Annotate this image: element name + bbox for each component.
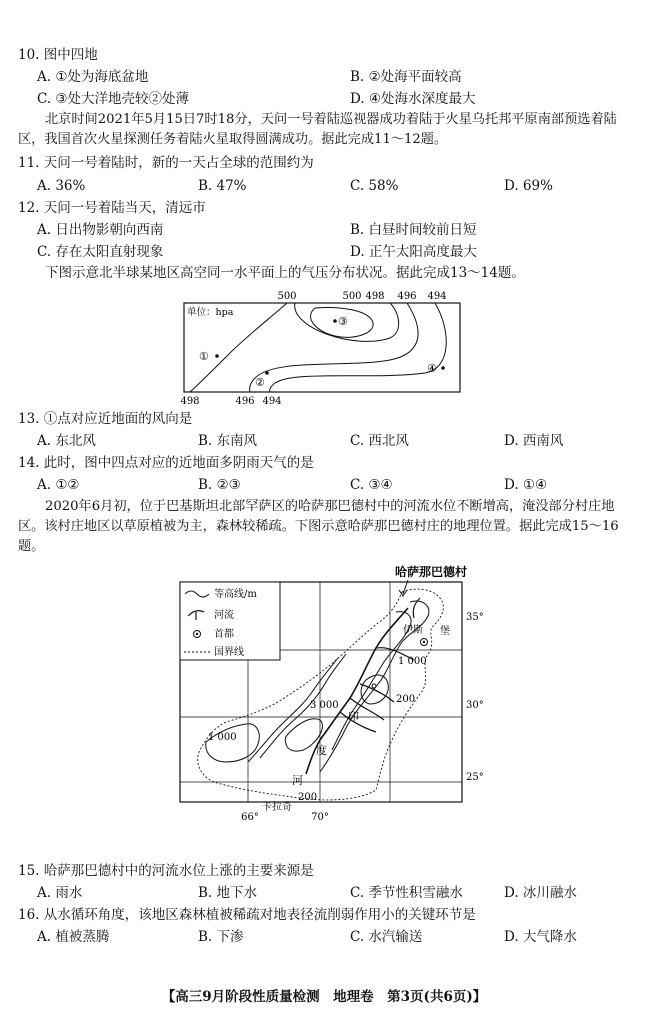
contour-label: 3 000	[310, 700, 339, 711]
q13-option-a: A. 东北风	[37, 433, 96, 449]
q15-option-d: D. 冰川融水	[504, 885, 577, 901]
place-label-du: 度	[316, 744, 327, 757]
geo-map	[170, 562, 490, 824]
point-4: ④	[427, 362, 437, 375]
place-label-he: 河	[292, 774, 303, 787]
q10-option-b: B. ②处海平面较高	[350, 69, 462, 85]
q15-option-c: C. 季节性积雪融水	[350, 885, 463, 901]
isobar-label: 498	[365, 291, 385, 302]
isobar-label: 496	[235, 396, 255, 407]
pressure-map	[175, 288, 470, 408]
lon-label: 70°	[311, 812, 329, 823]
q14-stem: 14. 此时，图中四点对应的近地面多阴雨天气的是	[18, 455, 314, 471]
legend-river: 河流	[214, 610, 234, 621]
legend-border: 国界线	[214, 647, 244, 658]
isobar-label: 498	[180, 396, 200, 407]
q10-option-a: A. ①处为海底盆地	[37, 69, 149, 85]
q15-stem: 15. 哈萨那巴德村中的河流水位上涨的主要来源是	[18, 863, 314, 879]
q16-option-d: D. 大气降水	[504, 929, 577, 945]
legend-capital: 首都	[214, 629, 234, 640]
intro-13-14: 下图示意北半球某地区高空同一水平面上的气压分布状况。据此完成13～14题。	[45, 265, 525, 281]
q10-option-c: C. ③处大洋地壳较②处薄	[37, 91, 190, 107]
q15-option-b: B. 地下水	[198, 885, 258, 901]
place-label-karachi: 卡拉奇	[262, 802, 292, 813]
intro-15-16: 2020年6月初，位于巴基斯坦北部罕萨区的哈萨那巴德村中的河流水位不断增高，淹没部分村庄地区。该村庄地区以草原植被为主，森林较稀疏。下图示意哈萨那巴德村庄的地理位置。据此完成15～16题。	[18, 499, 619, 554]
place-label-islamabad: 伊斯	[403, 625, 423, 636]
lat-label: 25°	[466, 772, 484, 783]
unit-label: 单位：hpa	[187, 307, 234, 318]
q10-option-d: D. ④处海水深度最大	[350, 91, 476, 107]
q12-option-b: B. 白昼时间较前日短	[350, 222, 477, 238]
q13-option-b: B. 东南风	[198, 433, 258, 449]
q11-stem: 11. 天问一号着陆时，新的一天占全球的范围约为	[18, 155, 314, 171]
isobar-label: 496	[397, 291, 417, 302]
isobar-494	[270, 303, 447, 392]
q12-stem: 12. 天问一号着陆当天，清远市	[18, 200, 206, 216]
q12-option-c: C. 存在太阳直射现象	[37, 244, 164, 260]
q12-option-a: A. 日出物影朝向西南	[37, 222, 164, 238]
q11-option-b: B. 47%	[198, 178, 247, 194]
isobar-496	[250, 303, 418, 392]
contour	[332, 612, 411, 750]
q16-option-a: A. 植被蒸腾	[37, 929, 110, 945]
lat-label: 30°	[466, 700, 484, 711]
q15-option-a: A. 雨水	[37, 885, 83, 901]
q11-option-c: C. 58%	[350, 178, 399, 194]
intro-11-12: 北京时间2021年5月15日7时18分，天问一号着陆巡视器成功着陆于火星乌托邦平原南部预选着陆区，我国首次火星探测任务着陆火星取得圆满成功。据此完成11～12题。	[18, 112, 617, 147]
q12-option-d: D. 正午太阳高度最大	[350, 244, 477, 260]
isobar-label: 494	[262, 396, 282, 407]
contour-label: 200	[298, 792, 318, 803]
lon-label: 66°	[241, 812, 259, 823]
place-label-yin: 印	[348, 710, 359, 723]
legend-contour: 等高线/m	[214, 589, 257, 600]
page-footer: 【高三9月阶段性质量检测 地理卷 第3页(共6页)】	[161, 989, 487, 1005]
q14-option-b: B. ②③	[198, 477, 241, 493]
q16-option-c: C. 水汽输送	[350, 929, 423, 945]
q13-stem: 13. ①点对应近地面的风向是	[18, 411, 193, 427]
q16-option-b: B. 下渗	[198, 929, 244, 945]
village-title: 哈萨那巴德村	[395, 565, 468, 579]
point-2: ②	[255, 376, 265, 389]
q16-stem: 16. 从水循环角度，该地区森林植被稀疏对地表径流削弱作用小的关键环节是	[18, 907, 476, 923]
q14-option-a: A. ①②	[37, 477, 80, 493]
contour-label: 1 000	[398, 656, 427, 667]
q10-stem: 10. 图中四地	[18, 47, 98, 63]
point-1: ①	[199, 350, 209, 363]
place-label-bao: 堡	[440, 626, 450, 637]
isobar-label: 494	[427, 291, 447, 302]
q11-option-a: A. 36%	[37, 178, 86, 194]
q11-option-d: D. 69%	[504, 178, 553, 194]
point-3: ③	[338, 315, 348, 328]
q14-option-c: C. ③④	[350, 477, 393, 493]
contour-label: 1 000	[208, 732, 237, 743]
q13-option-c: C. 西北风	[350, 433, 409, 449]
lat-label: 35°	[466, 612, 484, 623]
q13-option-d: D. 西南风	[504, 433, 564, 449]
contour-label: 200	[396, 694, 416, 705]
q14-option-d: D. ①④	[504, 477, 548, 493]
isobar-label: 500	[277, 291, 297, 302]
isobar-label: 500	[342, 291, 362, 302]
